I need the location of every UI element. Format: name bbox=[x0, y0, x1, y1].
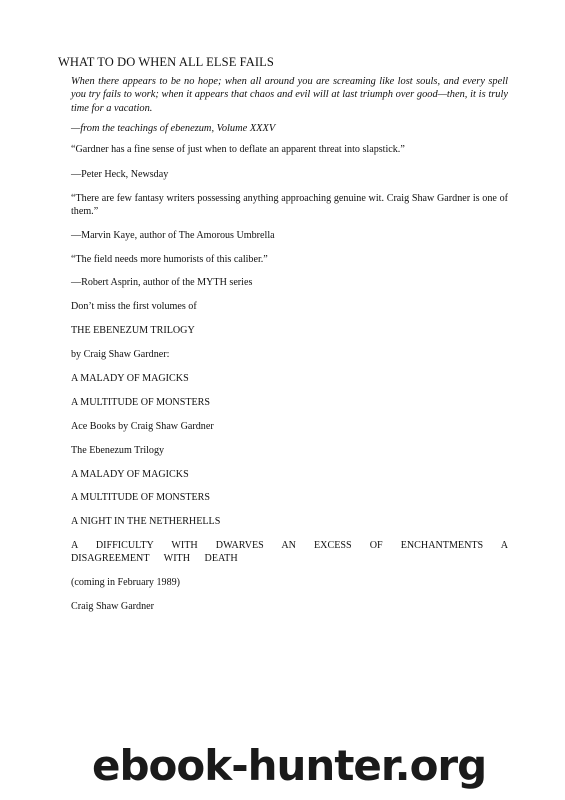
book-title: A MALADY OF MAGICKS bbox=[71, 373, 189, 385]
book-title: A MULTITUDE OF MONSTERS bbox=[71, 396, 210, 408]
quote-heck: “Gardner has a fine sense of just when to deflate an apparent threat into slapstick.” bbox=[71, 144, 405, 156]
quote-kaye: “There are few fantasy writers possessing anything approaching genuine wit. Craig Shaw Gardner is one of them.” bbox=[71, 193, 508, 217]
quote-heck-source: —Peter Heck, Newsday bbox=[71, 169, 169, 181]
series-author: by Craig Shaw Gardner: bbox=[71, 349, 170, 361]
book-title: A NIGHT IN THE NETHERHELLS bbox=[71, 516, 221, 528]
volumes-intro: Don’t miss the first volumes of bbox=[71, 301, 197, 313]
author-name: Craig Shaw Gardner bbox=[71, 600, 154, 612]
book-title-list: A DIFFICULTY WITH DWARVES AN EXCESS OF ENCHANTMENTS A DISAGREEMENT WITH DEATH bbox=[71, 540, 508, 564]
series-title: THE EBENEZUM TRILOGY bbox=[71, 325, 195, 337]
quote-kaye-source: —Marvin Kaye, author of The Amorous Umbrella bbox=[71, 229, 275, 241]
coming-soon-note: (coming in February 1989) bbox=[71, 576, 181, 588]
book-title: A MULTITUDE OF MONSTERS bbox=[71, 492, 210, 504]
document-page bbox=[58, 55, 508, 625]
trilogy-heading: The Ebenezum Trilogy bbox=[71, 444, 165, 456]
quote-asprin-source: —Robert Asprin, author of the MYTH series bbox=[71, 277, 253, 289]
epigraph-source: —from the teachings of ebenezum, Volume XXXV bbox=[71, 123, 276, 135]
ace-books-heading: Ace Books by Craig Shaw Gardner bbox=[71, 420, 214, 432]
quote-asprin: “The field needs more humorists of this caliber.” bbox=[71, 253, 268, 265]
book-title: A MALADY OF MAGICKS bbox=[71, 468, 189, 480]
watermark-logo: ebook-hunter.org bbox=[92, 741, 487, 790]
page-title: WHAT TO DO WHEN ALL ELSE FAILS bbox=[58, 55, 274, 69]
epigraph: When there appears to be no hope; when all around you are screaming like lost souls, and every spell you try fails to work; when it appears that chaos and evil will at last triumph over good—then, it is truly time for a vacation. bbox=[71, 76, 508, 114]
